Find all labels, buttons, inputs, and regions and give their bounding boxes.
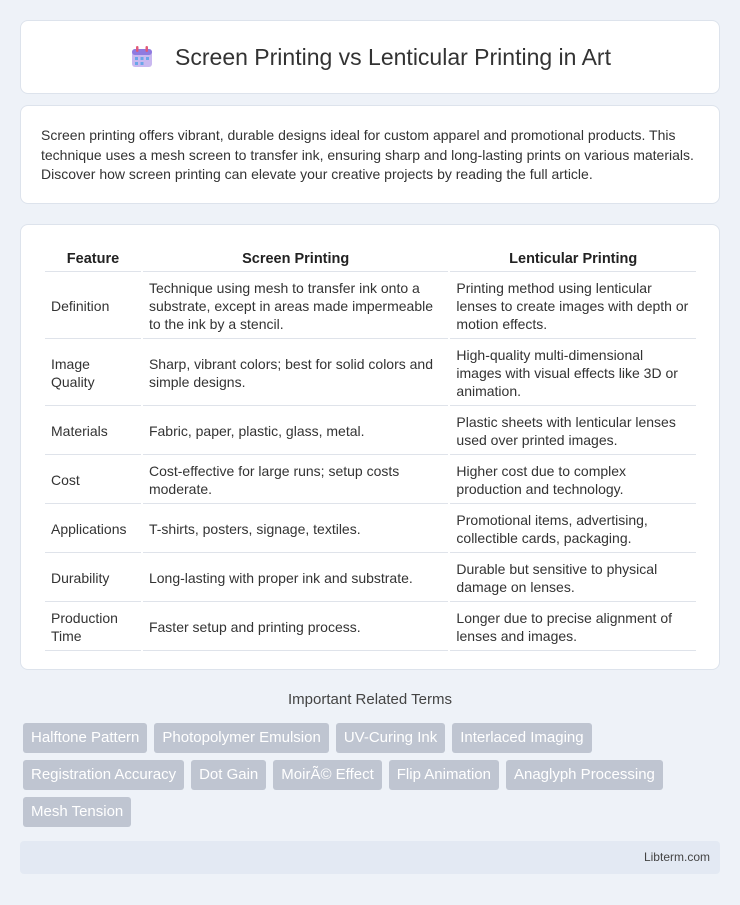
row-lenticular-value: Printing method using lenticular lenses to create images with depth or motion effects. [450, 274, 696, 339]
table-row [45, 506, 696, 553]
row-feature: Image Quality [45, 341, 141, 406]
term-tag[interactable]: Halftone Pattern [23, 723, 147, 753]
row-feature: Applications [45, 506, 141, 553]
footer [20, 841, 720, 874]
title-card [20, 20, 720, 94]
row-feature: Definition [45, 274, 141, 339]
calendar-grid-icon [129, 44, 155, 70]
row-feature: Durability [45, 555, 141, 602]
row-screen-value: T-shirts, posters, signage, textiles. [143, 506, 448, 553]
row-feature: Production Time [45, 604, 141, 651]
row-screen-value: Fabric, paper, plastic, glass, metal. [143, 408, 448, 455]
table-header-row [45, 247, 696, 272]
term-tag[interactable]: Mesh Tension [23, 797, 131, 827]
related-terms-heading: Important Related Terms [288, 691, 452, 708]
intro-text: Screen printing offers vibrant, durable designs ideal for custom apparel and promotional products. This technique uses a mesh screen to transfer ink, ensuring sharp and long-lasting prints on various materials. Discover how screen printing can elevate your creative projects by reading the full article. [41, 127, 694, 182]
term-tag[interactable]: Registration Accuracy [23, 760, 184, 790]
row-lenticular-value: Longer due to precise alignment of lenses and images. [450, 604, 696, 651]
related-terms-list [23, 723, 723, 834]
term-tag[interactable]: MoirÃ© Effect [273, 760, 381, 790]
intro-card [20, 105, 720, 204]
term-tag[interactable]: Interlaced Imaging [452, 723, 591, 753]
row-lenticular-value: Higher cost due to complex production and technology. [450, 457, 696, 504]
page-title: Screen Printing vs Lenticular Printing in Art [175, 43, 611, 70]
term-tag[interactable]: Flip Animation [389, 760, 499, 790]
row-screen-value: Technique using mesh to transfer ink onto a substrate, except in areas made impermeable to the ink by a stencil. [143, 274, 448, 339]
row-feature: Cost [45, 457, 141, 504]
row-screen-value: Faster setup and printing process. [143, 604, 448, 651]
comparison-table [43, 245, 698, 653]
row-feature: Materials [45, 408, 141, 455]
term-tag[interactable]: Anaglyph Processing [506, 760, 663, 790]
row-lenticular-value: Durable but sensitive to physical damage on lenses. [450, 555, 696, 602]
header-screen-printing: Screen Printing [143, 247, 448, 272]
row-screen-value: Cost-effective for large runs; setup costs moderate. [143, 457, 448, 504]
row-screen-value: Sharp, vibrant colors; best for solid colors and simple designs. [143, 341, 448, 406]
row-lenticular-value: Promotional items, advertising, collectible cards, packaging. [450, 506, 696, 553]
term-tag[interactable]: UV-Curing Ink [336, 723, 445, 753]
table-row [45, 555, 696, 602]
term-tag[interactable]: Dot Gain [191, 760, 266, 790]
table-row [45, 274, 696, 339]
comparison-table-card [20, 224, 720, 670]
row-screen-value: Long-lasting with proper ink and substrate. [143, 555, 448, 602]
header-feature: Feature [45, 247, 141, 272]
table-row [45, 341, 696, 406]
row-lenticular-value: Plastic sheets with lenticular lenses used over printed images. [450, 408, 696, 455]
row-lenticular-value: High-quality multi-dimensional images with visual effects like 3D or animation. [450, 341, 696, 406]
footer-site-link[interactable]: Libterm.com [643, 850, 710, 864]
term-tag[interactable]: Photopolymer Emulsion [154, 723, 328, 753]
table-row [45, 604, 696, 651]
table-row [45, 408, 696, 455]
header-lenticular-printing: Lenticular Printing [450, 247, 696, 272]
table-row [45, 457, 696, 504]
